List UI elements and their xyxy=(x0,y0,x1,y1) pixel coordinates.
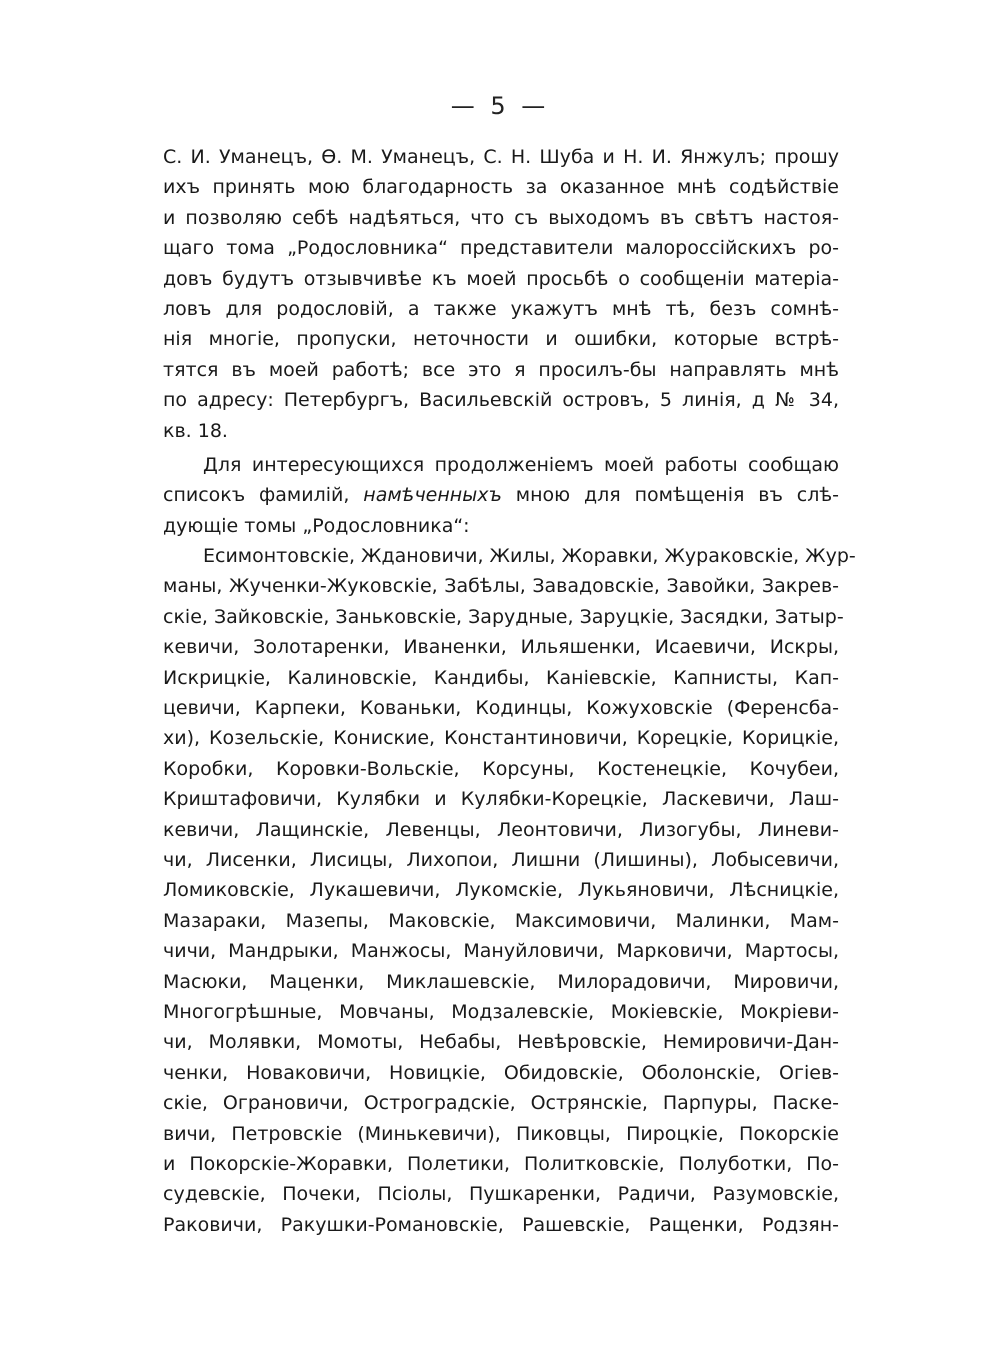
surname-list-line: цевичи, Карпеки, Кованьки, Кодинцы, Кожуховскіе (Ференсба- xyxy=(163,697,839,720)
surname-list-line: Мазараки, Мазепы, Маковскіе, Максимовичи, Малинки, Мам- xyxy=(163,909,839,932)
page-body-text xyxy=(163,142,856,1240)
paragraph-1-line: нія многіе, пропуски, неточности и ошибки, которые встрѣ- xyxy=(163,328,839,351)
paragraph-2-line: дующіе томы „Родословника“: xyxy=(163,514,470,537)
paragraph-1-line: С. И. Уманецъ, Ѳ. М. Уманецъ, С. Н. Шуба и Н. И. Янжулъ; прошу xyxy=(163,146,839,168)
surname-list-line: скіе, Зайковскіе, Заньковскіе, Зарудные, Заруцкіе, Засядки, Затыр- xyxy=(163,605,844,628)
paragraph-1-line: ихъ принять мою благодарность за оказанное мнѣ содѣйствіе xyxy=(163,176,839,199)
surname-list-line: Ломиковскіе, Лукашевичи, Лукомскіе, Лукьяновичи, Лѣсницкіе, xyxy=(163,879,839,902)
surname-list-line: Масюки, Маценки, Миклашевскіе, Милорадовичи, Мировичи, xyxy=(163,970,839,993)
surname-list-line: Многогрѣшные, Мовчаны, Модзалевскіе, Мокіевскіе, Мокріеви- xyxy=(163,1000,839,1023)
surname-list-line: ченки, Новаковичи, Новицкіе, Обидовскіе, Оболонскіе, Огіев- xyxy=(163,1061,839,1084)
surname-list-line: чи, Лисенки, Лисицы, Лихопои, Лишни (Лишины), Лобысевичи, xyxy=(163,848,839,871)
paragraph-1-line: довъ будутъ отзывчивѣе къ моей просьбѣ о сообщеніи матеріа- xyxy=(163,267,839,290)
surname-list-line: судевскіе, Почеки, Псіолы, Пушкаренки, Радичи, Разумовскіе, xyxy=(163,1183,839,1206)
surname-list-line: хи), Козельскіе, Кониские, Константиновичи, Корецкіе, Корицкіе, xyxy=(163,727,839,750)
paragraph-1-line: тятся въ моей работѣ; все это я просилъ-бы направлять мнѣ xyxy=(163,358,839,381)
paragraph-2-text: мною для помѣщенія въ слѣ- xyxy=(501,484,839,507)
surname-list-line: маны, Жученки-Жуковскіе, Забѣлы, Завадовскіе, Завойки, Закрев- xyxy=(163,575,839,598)
surname-list-line: и Покорскіе-Жоравки, Полетики, Политковскіе, Полуботки, По- xyxy=(163,1152,839,1175)
surname-list-line: вичи, Петровскіе (Минькевичи), Пиковцы, Пироцкіе, Покорскіе xyxy=(163,1122,839,1145)
paragraph-1-line: кв. 18. xyxy=(163,419,228,442)
emphasized-word: намѣченныхъ xyxy=(363,484,502,507)
paragraph-1-line: по адресу: Петербургъ, Васильевскій островъ, 5 линія, д № 34, xyxy=(163,389,839,412)
surname-list-line: чичи, Мандрыки, Манжосы, Мануйловичи, Марковичи, Мартосы, xyxy=(163,940,839,963)
paragraph-1-line: ловъ для родословій, а также укажутъ мнѣ тѣ, безъ сомнѣ- xyxy=(163,297,839,320)
paragraph-2-text: списокъ фамилій, xyxy=(163,484,364,507)
surname-list-line: Искрицкіе, Калиновскіе, Кандибы, Каніевскіе, Капнисты, Кап- xyxy=(163,666,839,689)
surname-list-line: Криштафовичи, Кулябки и Кулябки-Корецкіе, Ласкевичи, Лаш- xyxy=(163,788,839,811)
surname-list-line: скіе, Ограновичи, Остроградскіе, Острянскіе, Парпуры, Паске- xyxy=(163,1092,839,1115)
paragraph-1-line: и позволяю себѣ надѣяться, что съ выходомъ въ свѣтъ настоя- xyxy=(163,206,839,229)
surname-list-line: кевичи, Золотаренки, Иваненки, Ильяшенки, Исаевичи, Искры, xyxy=(163,636,839,659)
paragraph-2-line: Для интересующихся продолженіемъ моей работы сообщаю xyxy=(203,453,839,476)
surname-list-line: Коробки, Коровки-Вольскіе, Корсуны, Костенецкіе, Кочубеи, xyxy=(163,757,839,780)
surname-list-line: Есимонтовскіе, Ждановичи, Жилы, Жоравки, Жураковскіе, Жур- xyxy=(203,545,856,568)
paragraph-1-line: щаго тома „Родословника“ представители малороссійскихъ ро- xyxy=(163,237,839,260)
surname-list-line: чи, Молявки, Момоты, Небабы, Невѣровскіе, Немировичи-Дан- xyxy=(163,1031,839,1054)
page-number: — 5 — xyxy=(450,92,550,120)
surname-list-line: кевичи, Лащинскіе, Левенцы, Леонтовичи, Лизогубы, Линеви- xyxy=(163,818,839,841)
surname-list-line: Раковичи, Ракушки-Романовскіе, Рашевскіе, Ращенки, Родзян- xyxy=(163,1213,839,1236)
paragraph-2-line xyxy=(163,480,839,510)
